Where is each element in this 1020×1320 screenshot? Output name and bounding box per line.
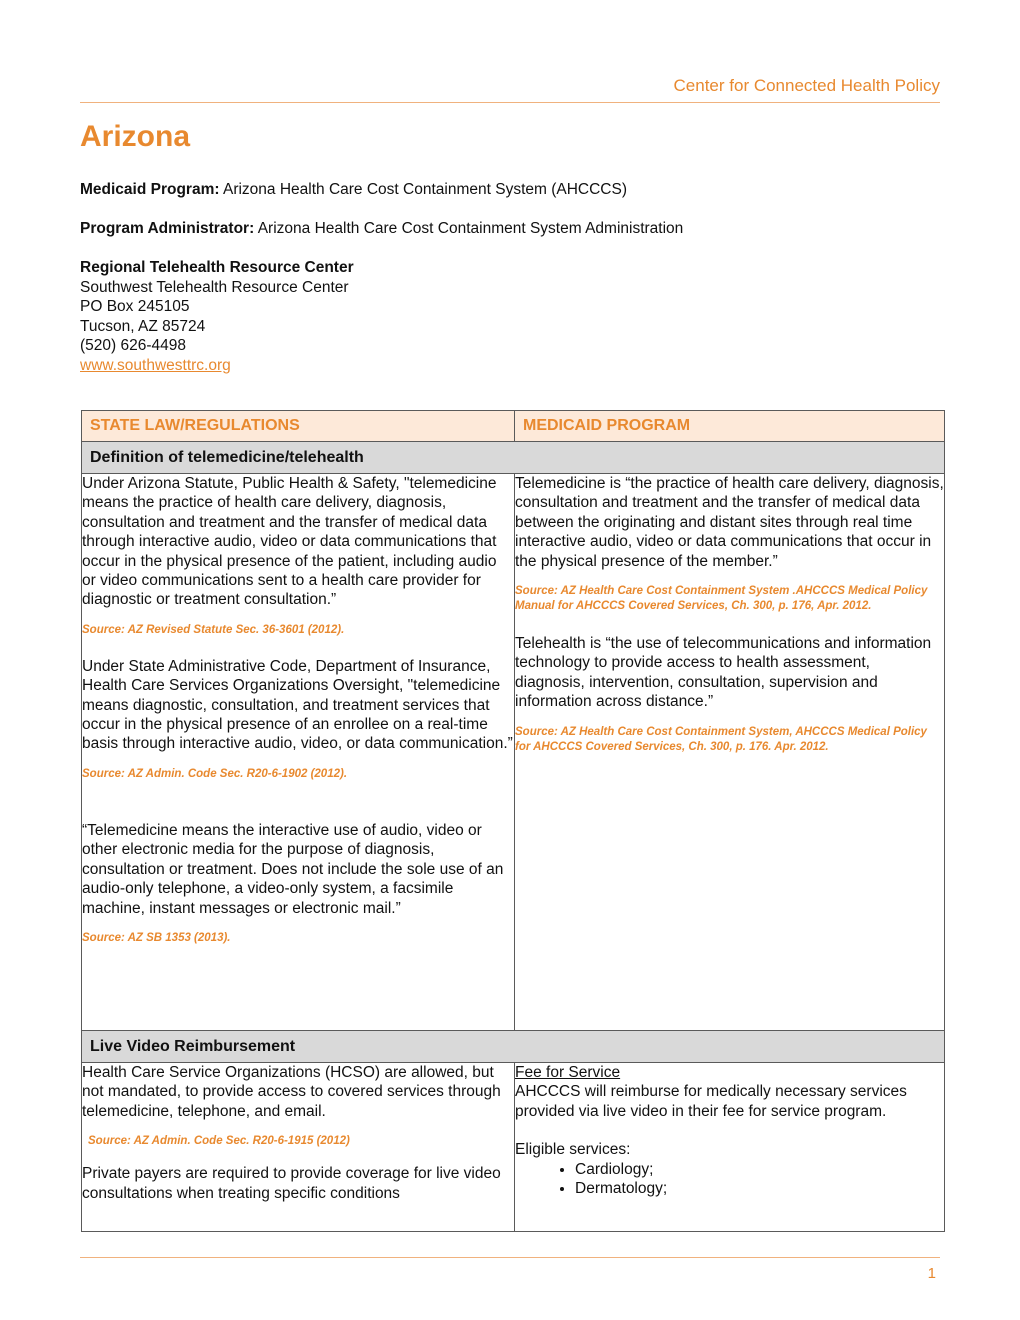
source-citation: Source: AZ Health Care Cost Containment System .AHCCCS Medical Policy Manual for AHCCCS Covered Services, Ch. 300, p. 176, Apr. 2012. bbox=[515, 585, 928, 613]
table-row bbox=[82, 474, 945, 1031]
header-organization: Center for Connected Health Policy bbox=[673, 76, 940, 95]
program-admin-value: Arizona Health Care Cost Containment System Administration bbox=[257, 220, 684, 237]
list-item: • Cardiology; bbox=[575, 1160, 944, 1179]
program-admin-line bbox=[80, 219, 683, 239]
source-citation: Source: AZ Revised Statute Sec. 36-3601 (2012). bbox=[82, 623, 345, 636]
section-title: Definition of telemedicine/telehealth bbox=[82, 442, 945, 474]
rtrc-label: Regional Telehealth Resource Center bbox=[80, 259, 354, 276]
rtrc-website-link[interactable]: www.southwesttrc.org bbox=[80, 356, 231, 374]
section-header-definition bbox=[82, 442, 945, 474]
source-citation: Source: AZ Admin. Code Sec. R20-6-1915 (2012) bbox=[88, 1135, 350, 1148]
page-title: Arizona bbox=[80, 120, 191, 153]
paragraph: Under State Administrative Code, Department of Insurance, Health Care Services Organizations Oversight, "telemedicine means diagnostic, consultation, and treatment services that occur in the physical presence of an enrollee on a real-time basis through interactive audio, video, or data communication.” bbox=[82, 657, 513, 753]
live-video-state-law-cell bbox=[82, 1063, 515, 1232]
rtrc-block bbox=[80, 258, 354, 375]
paragraph: Telehealth is “the use of telecommunications and information technology to provide access to health assessment, diagnosis, intervention, consultation, supervision and information across distance.” bbox=[515, 635, 932, 711]
paragraph: Health Care Service Organizations (HCSO) are allowed, but not mandated, to provide access to covered services through telemedicine, telephone, and email. bbox=[82, 1064, 501, 1120]
live-video-medicaid-cell bbox=[515, 1063, 945, 1232]
column-header-state-law: STATE LAW/REGULATIONS bbox=[82, 411, 515, 442]
eligible-services-list bbox=[515, 1160, 944, 1199]
section-header-live-video bbox=[82, 1031, 945, 1063]
header-divider bbox=[80, 102, 940, 103]
source-citation: Source: AZ Admin. Code Sec. R20-6-1902 (2012). bbox=[82, 767, 348, 780]
paragraph: Telemedicine is “the practice of health care delivery, diagnosis, consultation and treatment and the transfer of medical data between the originating and distant sites through real time interactive audio, video or data communications that occur in the physical presence of the member.” bbox=[515, 475, 944, 570]
list-item: • Dermatology; bbox=[575, 1179, 944, 1198]
paragraph: Under Arizona Statute, Public Health & Safety, "telemedicine means the practice of health care delivery, diagnosis, consultation and treatment and the transfer of medical data through interactive audio, video or data communications that occur in the physical presence of the patient, including audio or video communications sent to a health care provider for diagnostic or treatment consultation.” bbox=[82, 475, 497, 609]
definition-medicaid-cell bbox=[515, 474, 945, 1031]
medicaid-program-label: Medicaid Program: bbox=[80, 181, 220, 198]
eligible-services-label: Eligible services: bbox=[515, 1141, 631, 1159]
paragraph: Private payers are required to provide coverage for live video consultations when treating specific conditions bbox=[82, 1165, 501, 1202]
definition-state-law-cell bbox=[82, 474, 515, 1031]
table-row bbox=[82, 1063, 945, 1232]
footer-divider bbox=[80, 1257, 940, 1258]
column-header-row bbox=[82, 411, 945, 442]
medicaid-program-line bbox=[80, 180, 627, 200]
rtrc-phone: (520) 626-4498 bbox=[80, 337, 186, 354]
rtrc-address-line2: Tucson, AZ 85724 bbox=[80, 317, 206, 335]
policy-table bbox=[81, 410, 945, 1232]
rtrc-address-line1: PO Box 245105 bbox=[80, 298, 190, 315]
fee-for-service-heading: Fee for Service bbox=[515, 1064, 621, 1081]
program-admin-label: Program Administrator: bbox=[80, 220, 255, 237]
column-header-medicaid-program: MEDICAID PROGRAM bbox=[515, 411, 945, 442]
medicaid-program-value: Arizona Health Care Cost Containment System (AHCCCS) bbox=[222, 181, 627, 198]
section-title: Live Video Reimbursement bbox=[82, 1031, 945, 1063]
source-citation: Source: AZ SB 1353 (2013). bbox=[82, 931, 231, 944]
source-citation: Source: AZ Health Care Cost Containment System, AHCCCS Medical Policy for AHCCCS Covered Services, Ch. 300, p. 176. Apr. 2012. bbox=[515, 725, 927, 753]
paragraph: AHCCCS will reimburse for medically necessary services provided via live video in their fee for service program. bbox=[515, 1083, 907, 1120]
paragraph: “Telemedicine means the interactive use of audio, video or other electronic media for the purpose of diagnosis, consultation or treatment. Does not include the sole use of an audio-only telephone, a video-only system, a facsimile machine, instant messages or electronic mail.” bbox=[82, 821, 504, 917]
rtrc-name: Southwest Telehealth Resource Center bbox=[80, 278, 349, 296]
page-number: 1 bbox=[927, 1265, 936, 1282]
